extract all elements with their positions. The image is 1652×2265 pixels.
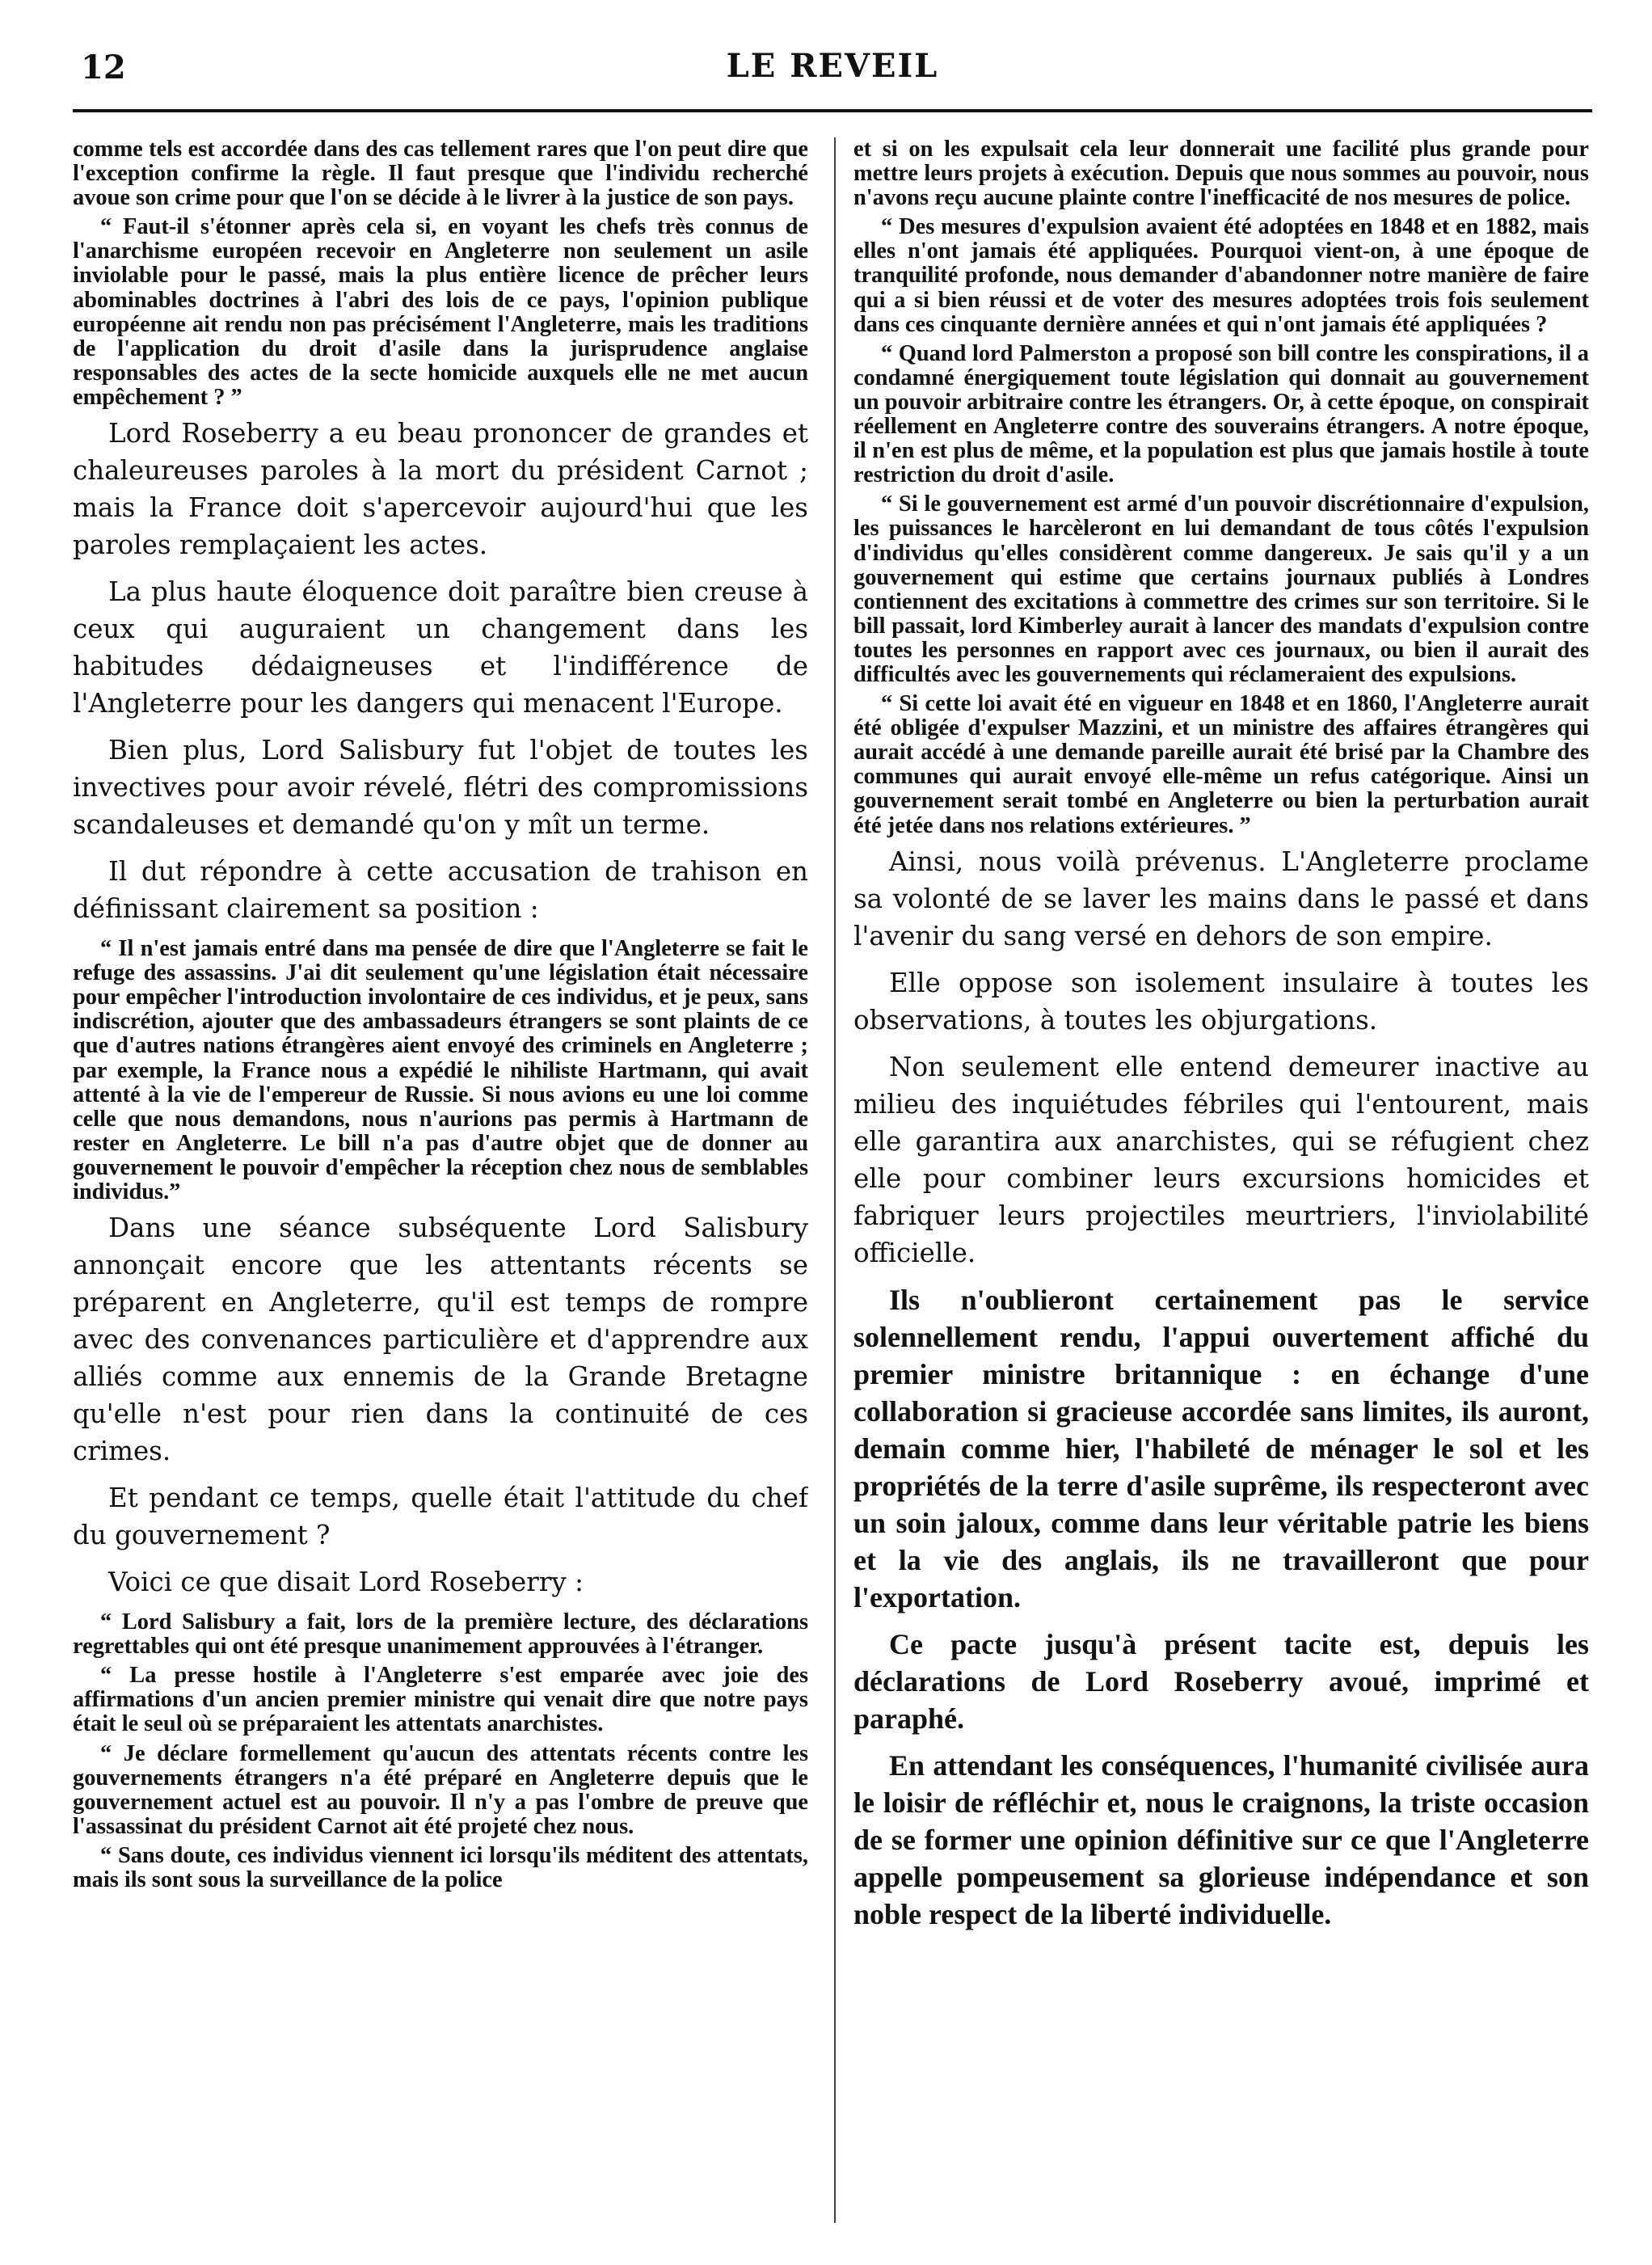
paragraph: La plus haute éloquence doit paraître bien creuse à ceux qui auguraient un changement dans les habitudes dédaigneuses et l'indifférence de l'Angleterre pour les dangers qui menacent l'Europe. xyxy=(73,576,808,719)
paragraph: En attendant les conséquences, l'humanité civilisée aura le loisir de réfléchir et, nous le craignons, la triste occasion de se former une opinion définitive sur ce que l'Angleterre appelle pompeusement sa glorieuse indépendance et son noble respect de la liberté individuelle. xyxy=(853,1748,1589,1930)
paragraph: Non seulement elle entend demeurer inactive au milieu des inquiétudes fébriles qui l'entourent, mais elle garantira aux anarchistes, qui se réfugient chez elle pour combiner leurs excursions homicides et fabriquer leurs projectiles meurtriers, l'inviolabilité officielle. xyxy=(853,1051,1589,1268)
right-column xyxy=(853,137,1589,2247)
paragraph: “ Sans doute, ces individus viennent ici lorsqu'ils méditent des attentats, mais ils sont sous la surveillance de la police xyxy=(73,1842,808,1892)
paragraph: comme tels est accordée dans des cas tellement rares que l'on peut dire que l'exception confirme la règle. Il faut presque que l'individu recherché avoue son crime pour que l'on se décide à le livrer à la justice de son pays. xyxy=(73,137,808,211)
paragraph: Voici ce que disait Lord Roseberry : xyxy=(108,1567,584,1598)
paragraph: “ Lord Salisbury a fait, lors de la première lecture, des déclarations regrettables qui ont été presque unanimement approuvées à l'étranger. xyxy=(73,1609,808,1660)
paragraph: Ce pacte jusqu'à présent tacite est, depuis les déclarations de Lord Roseberry avoué, imprimé et paraphé. xyxy=(853,1627,1589,1735)
paragraph: Et pendant ce temps, quelle était l'attitude du chef du gouvernement ? xyxy=(73,1483,808,1551)
column-divider xyxy=(834,137,836,2223)
paragraph: “ Des mesures d'expulsion avaient été adoptées en 1848 et en 1882, mais elles n'ont jamais été appliquées. Pourquoi vient-on, à une époque de tranquilité profonde, nous demander d'abandonner notre manière de faire qui a si bien réussi et de voter des mesures adoptées trois fois seulement dans ces cinquante dernière années et qui n'ont jamais été appliquées ? xyxy=(853,214,1589,337)
page-number: 12 xyxy=(81,49,126,86)
paragraph: “ Quand lord Palmerston a proposé son bill contre les conspirations, il a condamné énergiquement toute législation qui donnait au gouvernement un pouvoir arbitraire contre les étrangers. Or, à cette époque, on conspirait réellement en Angleterre contre des souverains étrangers. A notre époque, il n'en est plus de même, et la population est plus que jamais hostile à toute restriction du droit d'asile. xyxy=(853,340,1589,488)
page-header xyxy=(73,32,1592,137)
paragraph: “ Il n'est jamais entré dans ma pensée de dire que l'Angleterre se fait le refuge des assassins. J'ai dit seulement qu'une législation était nécessaire pour empêcher l'introduction involontaire de ces individus, et je peux, sans indiscrétion, ajouter que des ambassadeurs étrangers se sont plaints de ce que d'autres nations étrangères aient envoyé des criminels en Angleterre ; par exemple, la France nous a expédié le nihiliste Hartmann, qui avait attenté à la vie de l'empereur de Russie. Si nous avions eu une loi comme celle que nous demandons, nous n'aurions pas permis à Hartmann de rester en Angleterre. Le bill n'a pas d'autre objet que de donner au gouvernement le pouvoir d'empêcher la réception chez nous de semblables individus.” xyxy=(73,936,808,1204)
header-rule xyxy=(73,109,1592,112)
paragraph: Ainsi, nous voilà prévenus. L'Angleterre proclame sa volonté de se laver les mains dans le passé et dans l'avenir du sang versé en dehors de son empire. xyxy=(853,846,1589,951)
paragraph: Dans une séance subséquente Lord Salisbury annonçait encore que les attentants récents se préparent en Angleterre, qu'il est temps de rompre avec des convenances particulière et d'apprendre aux alliés comme aux ennemis de la Grande Bretagne qu'elle n'est pour rien dans la continuité de ces crimes. xyxy=(73,1213,808,1467)
paragraph: “ Si cette loi avait été en vigueur en 1848 et en 1860, l'Angleterre aurait été obligée d'expulser Mazzini, et un ministre des affaires étrangères qui aurait accédé à une demande pareille aurait été brisé par la Chambre des communes qui aurait envoyé elle-même un refus catégorique. Ainsi un gouvernement serait tombé en Angleterre ou bien la perturbation aurait été jetée dans nos relations extérieures. ” xyxy=(853,691,1589,838)
paragraph: et si on les expulsait cela leur donnerait une facilité plus grande pour mettre leurs projets à exécution. Depuis que nous sommes au pouvoir, nous n'avons reçu aucune plainte contre l'inefficacité de nos mesures de police. xyxy=(853,137,1589,211)
paragraph: “ La presse hostile à l'Angleterre s'est emparée avec joie des affirmations d'un ancien premier ministre qui venait dire que notre pays était le seul où se préparaient les attentats anarchistes. xyxy=(73,1663,808,1737)
left-column xyxy=(73,137,808,2247)
paragraph: “ Je déclare formellement qu'aucun des attentats récents contre les gouvernements étrangers n'a été préparé en Angleterre depuis que le gouvernement actuel est au pouvoir. Il n'y a pas l'ombre de preuve que l'assassinat du président Carnot ait été projeté chez nous. xyxy=(73,1740,808,1839)
paragraph: “ Si le gouvernement est armé d'un pouvoir discrétionnaire d'expulsion, les puissances le harcèleront en lui demandant de tous côtés l'expulsion d'individus qu'elles considèrent comme dangereux. Je sais qu'il y a un gouvernement qui estime que certains journaux publiés à Londres contiennent des excitations à commettre des crimes sur son territoire. Si le bill passait, lord Kimberley aurait à lancer des mandats d'expulsion contre toutes les personnes en rapport avec ces journaux, ou bien il aurait des difficultés avec les gouvernements qui réclameraient des expulsions. xyxy=(853,491,1589,687)
journal-title: LE REVEIL xyxy=(726,47,939,85)
paragraph: Elle oppose son isolement insulaire à toutes les observations, à toutes les objurgations. xyxy=(853,967,1589,1035)
paragraph: “ Faut-il s'étonner après cela si, en voyant les chefs très connus de l'anarchisme européen recevoir en Angleterre non seulement un asile inviolable pour le passé, mais la plus entière licence de prêcher leurs abominables doctrines à l'abri des lois de ce pays, l'opinion publique européenne ait rendu non pas précisément l'Angleterre, mais les traditions de l'application du droit d'asile dans la jurisprudence anglaise responsables des actes de la secte homicide auxquels elle ne met aucun empêchement ? ” xyxy=(73,214,808,410)
paragraph: Il dut répondre à cette accusation de trahison en définissant clairement sa position : xyxy=(73,856,808,925)
paragraph: Bien plus, Lord Salisbury fut l'objet de toutes les invectives pour avoir révelé, flétri des compromissions scandaleuses et demandé qu'on y mît un terme. xyxy=(73,735,808,841)
paragraph: Ils n'oublieront certainement pas le service solennellement rendu, l'appui ouvertement affiché du premier ministre britannique : en échange d'une collaboration si gracieuse accordée sans limites, ils auront, demain comme hier, l'habileté de ménager le sol et les propriétés de la terre d'asile suprême, ils respecteront avec un soin jaloux, comme dans leur véritable patrie les biens et la vie des anglais, ils ne travailleront que pour l'exportation. xyxy=(853,1283,1589,1613)
paragraph: Lord Roseberry a eu beau prononcer de grandes et chaleureuses paroles à la mort du président Carnot ; mais la France doit s'apercevoir aujourd'hui que les paroles remplaçaient les actes. xyxy=(73,418,808,561)
